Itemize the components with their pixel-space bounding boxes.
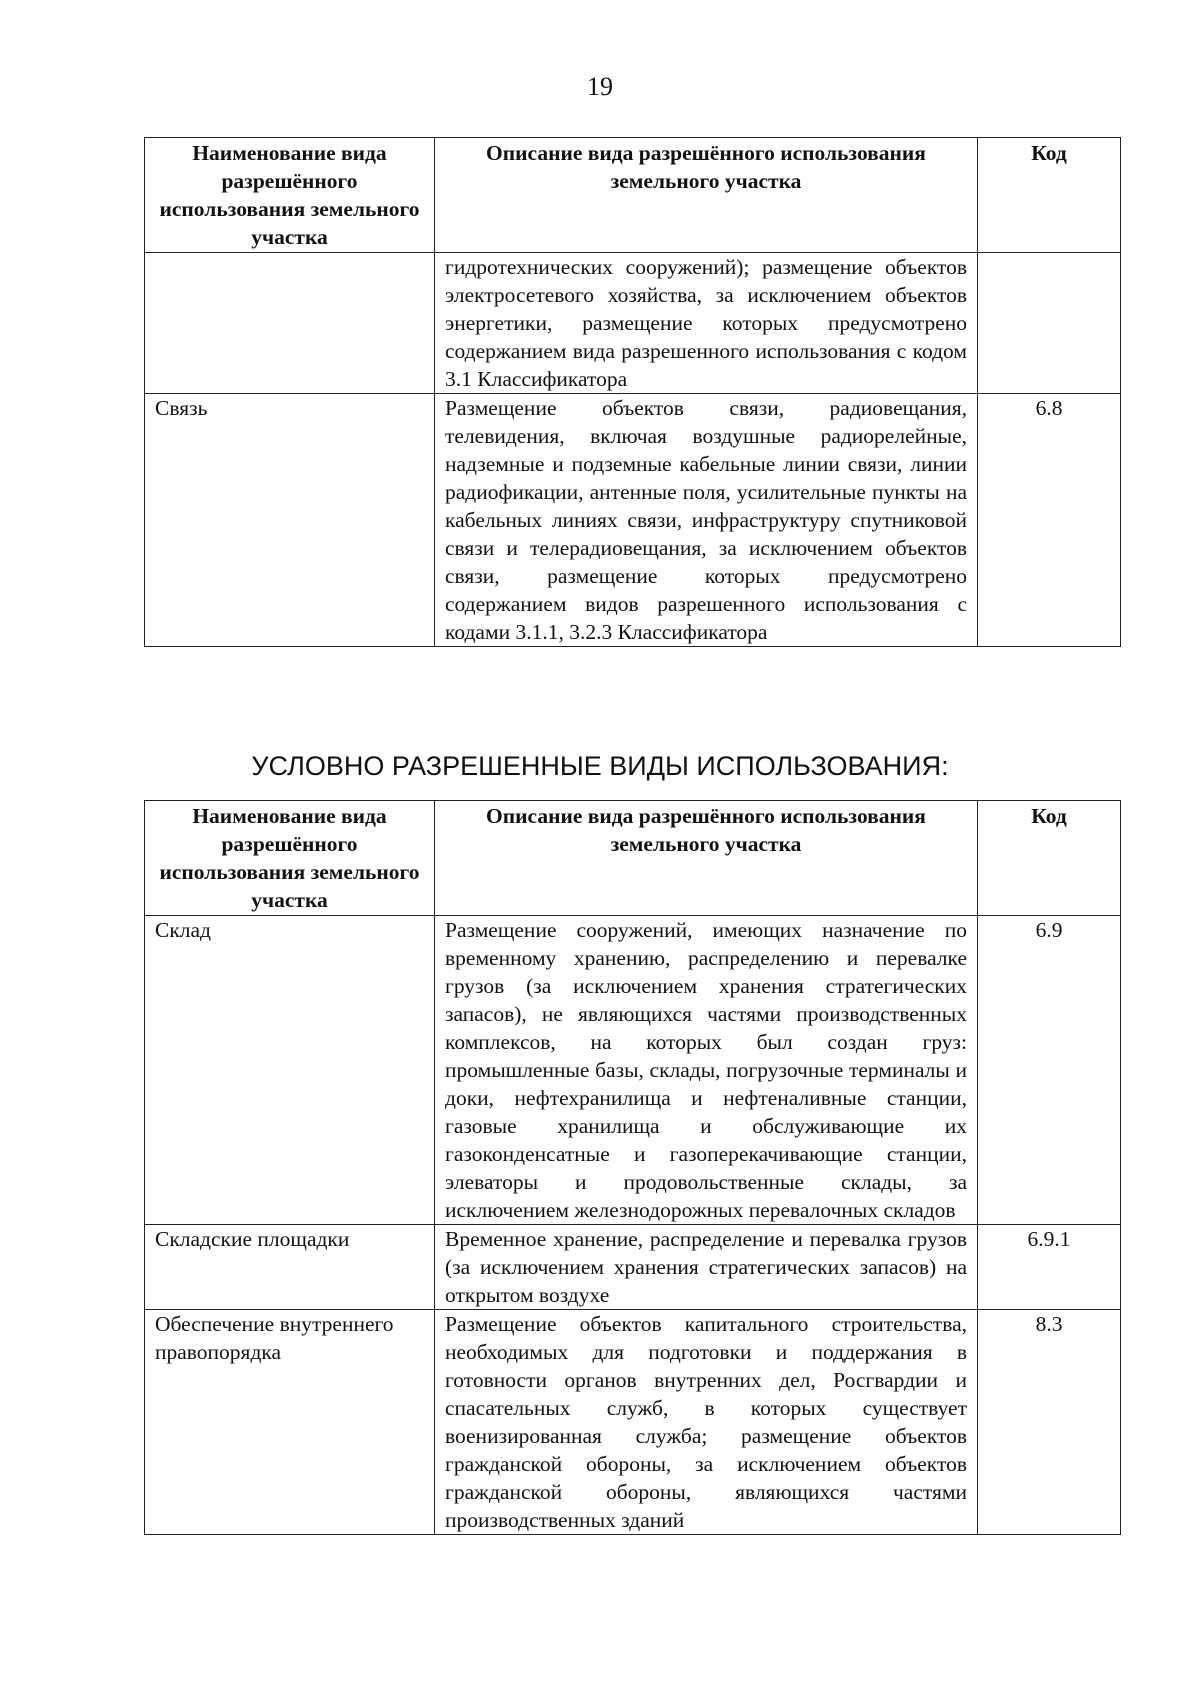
use-name-cell: Склад — [145, 916, 435, 1225]
table-header-row — [145, 138, 1121, 253]
use-code-cell: 6.8 — [978, 394, 1121, 647]
use-name-cell: Складские площадки — [145, 1225, 435, 1310]
use-code-cell: 8.3 — [978, 1310, 1121, 1535]
page-number: 19 — [587, 72, 613, 101]
header-use-description: Описание вида разрешённого использования земельного участка — [435, 801, 978, 916]
use-description-cell: Размещение сооружений, имеющих назначение по временному хранению, распределению и перевалке грузов (за исключением хранения стратегических запасов), не являющихся частями производственных комплексов, на которых был создан груз: промышленные базы, склады, погрузочные терминалы и доки, нефтехранилища и нефтеналивные станции, газовые хранилища и обслуживающие их газоконденсатные и газоперекачивающие станции, элеваторы и продовольственные склады, за исключением железнодорожных перевалочных складов — [435, 916, 978, 1225]
header-code: Код — [978, 138, 1121, 253]
use-description-cell: Размещение объектов связи, радиовещания, телевидения, включая воздушные радиорелейные, надземные и подземные кабельные линии связи, линии радиофикации, антенные поля, усилительные пункты на кабельных линиях связи, инфраструктуру спутниковой связи и телерадиовещания, за исключением объектов связи, размещение которых предусмотрено содержанием видов разрешенного использования с кодами 3.1.1, 3.2.3 Классификатора — [435, 394, 978, 647]
use-name-cell: Связь — [145, 394, 435, 647]
table-header-row — [145, 801, 1121, 916]
use-description-cell: Временное хранение, распределение и перевалка грузов (за исключением хранения стратегических запасов) на открытом воздухе — [435, 1225, 978, 1310]
header-use-name: Наименование вида разрешённого использования земельного участка — [145, 801, 435, 916]
use-code-cell — [978, 253, 1121, 394]
permitted-uses-table-continued — [144, 137, 1121, 647]
conditionally-permitted-uses-table — [144, 800, 1121, 1535]
use-name-cell — [145, 253, 435, 394]
table-row — [145, 1225, 1121, 1310]
use-code-cell: 6.9 — [978, 916, 1121, 1225]
table-row — [145, 1310, 1121, 1535]
header-use-description: Описание вида разрешённого использования земельного участка — [435, 138, 978, 253]
use-name-cell: Обеспечение внутреннего правопорядка — [145, 1310, 435, 1535]
section-heading: УСЛОВНО РАЗРЕШЕННЫЕ ВИДЫ ИСПОЛЬЗОВАНИЯ: — [251, 751, 949, 781]
use-code-cell: 6.9.1 — [978, 1225, 1121, 1310]
header-code: Код — [978, 801, 1121, 916]
header-use-name: Наименование вида разрешённого использования земельного участка — [145, 138, 435, 253]
table-row — [145, 253, 1121, 394]
table-row — [145, 394, 1121, 647]
use-description-cell: Размещение объектов капитального строительства, необходимых для подготовки и поддержания в готовности органов внутренних дел, Росгвардии и спасательных служб, в которых существует военизированная служба; размещение объектов гражданской обороны, за исключением объектов гражданской обороны, являющихся частями производственных зданий — [435, 1310, 978, 1535]
table-row — [145, 916, 1121, 1225]
use-description-cell: гидротехнических сооружений); размещение объектов электросетевого хозяйства, за исключением объектов энергетики, размещение которых предусмотрено содержанием вида разрешенного использования с кодом 3.1 Классификатора — [435, 253, 978, 394]
